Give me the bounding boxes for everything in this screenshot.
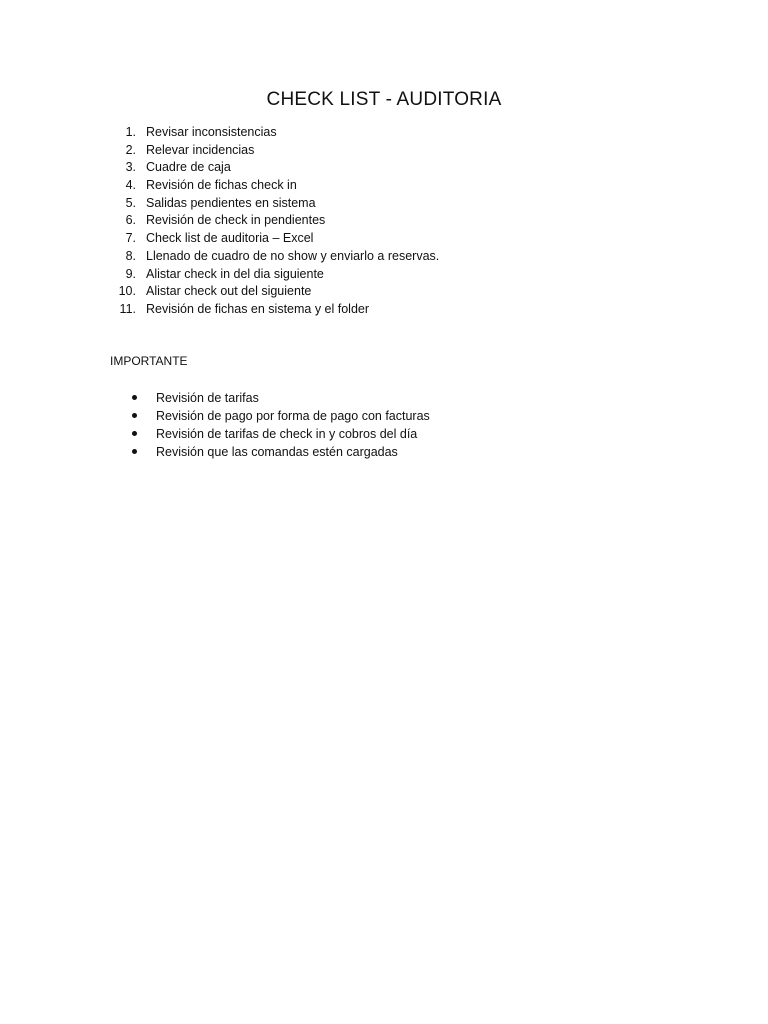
item-number: 5. <box>125 195 136 210</box>
checklist-item <box>110 283 439 301</box>
item-text: Revisión de fichas check in <box>146 178 297 193</box>
important-item-text: Revisión de tarifas <box>156 391 259 405</box>
item-number: 3. <box>125 160 136 175</box>
important-list <box>110 389 430 461</box>
bullet-icon <box>110 389 156 407</box>
bullet-icon <box>110 443 156 461</box>
item-text: Revisión de check in pendientes <box>146 213 326 228</box>
checklist-item <box>110 124 439 142</box>
checklist-item <box>110 301 439 319</box>
bullet-icon <box>110 407 156 425</box>
item-number: 8. <box>125 248 136 263</box>
checklist-item <box>110 177 439 195</box>
important-item <box>110 425 430 443</box>
item-number: 1. <box>125 125 136 139</box>
item-text: Relevar incidencias <box>146 142 255 157</box>
item-text: Revisión de fichas en sistema y el folder <box>146 301 370 316</box>
important-item <box>110 443 430 461</box>
bullet-icon <box>110 425 156 443</box>
checklist-item <box>110 142 439 160</box>
page-title: CHECK LIST - AUDITORIA <box>266 89 502 110</box>
item-text: Check list de auditoria – Excel <box>146 231 314 246</box>
checklist-item <box>110 230 439 248</box>
checklist-item <box>110 212 439 230</box>
item-number: 11. <box>119 301 136 316</box>
important-item-text: Revisión que las comandas estén cargadas <box>156 445 398 459</box>
item-number: 2. <box>125 142 136 157</box>
item-number: 6. <box>125 213 136 228</box>
item-text: Salidas pendientes en sistema <box>146 195 316 210</box>
item-number: 10. <box>118 284 136 299</box>
item-number: 7. <box>125 231 136 246</box>
important-item <box>110 389 430 407</box>
item-text: Llenado de cuadro de no show y enviarlo a reservas. <box>146 248 440 263</box>
checklist <box>110 124 439 319</box>
important-item-text: Revisión de tarifas de check in y cobros del día <box>156 427 418 441</box>
checklist-item <box>110 266 439 284</box>
item-number: 9. <box>125 266 136 281</box>
checklist-item <box>110 195 439 213</box>
important-item <box>110 407 430 425</box>
item-text: Alistar check out del siguiente <box>146 284 312 299</box>
important-heading: IMPORTANTE <box>110 354 188 368</box>
checklist-item <box>110 159 439 177</box>
checklist-item <box>110 248 439 266</box>
item-text: Revisar inconsistencias <box>146 125 277 139</box>
important-item-text: Revisión de pago por forma de pago con facturas <box>156 409 430 423</box>
item-text: Alistar check in del dia siguiente <box>146 266 324 281</box>
item-number: 4. <box>125 178 136 193</box>
item-text: Cuadre de caja <box>146 160 231 175</box>
